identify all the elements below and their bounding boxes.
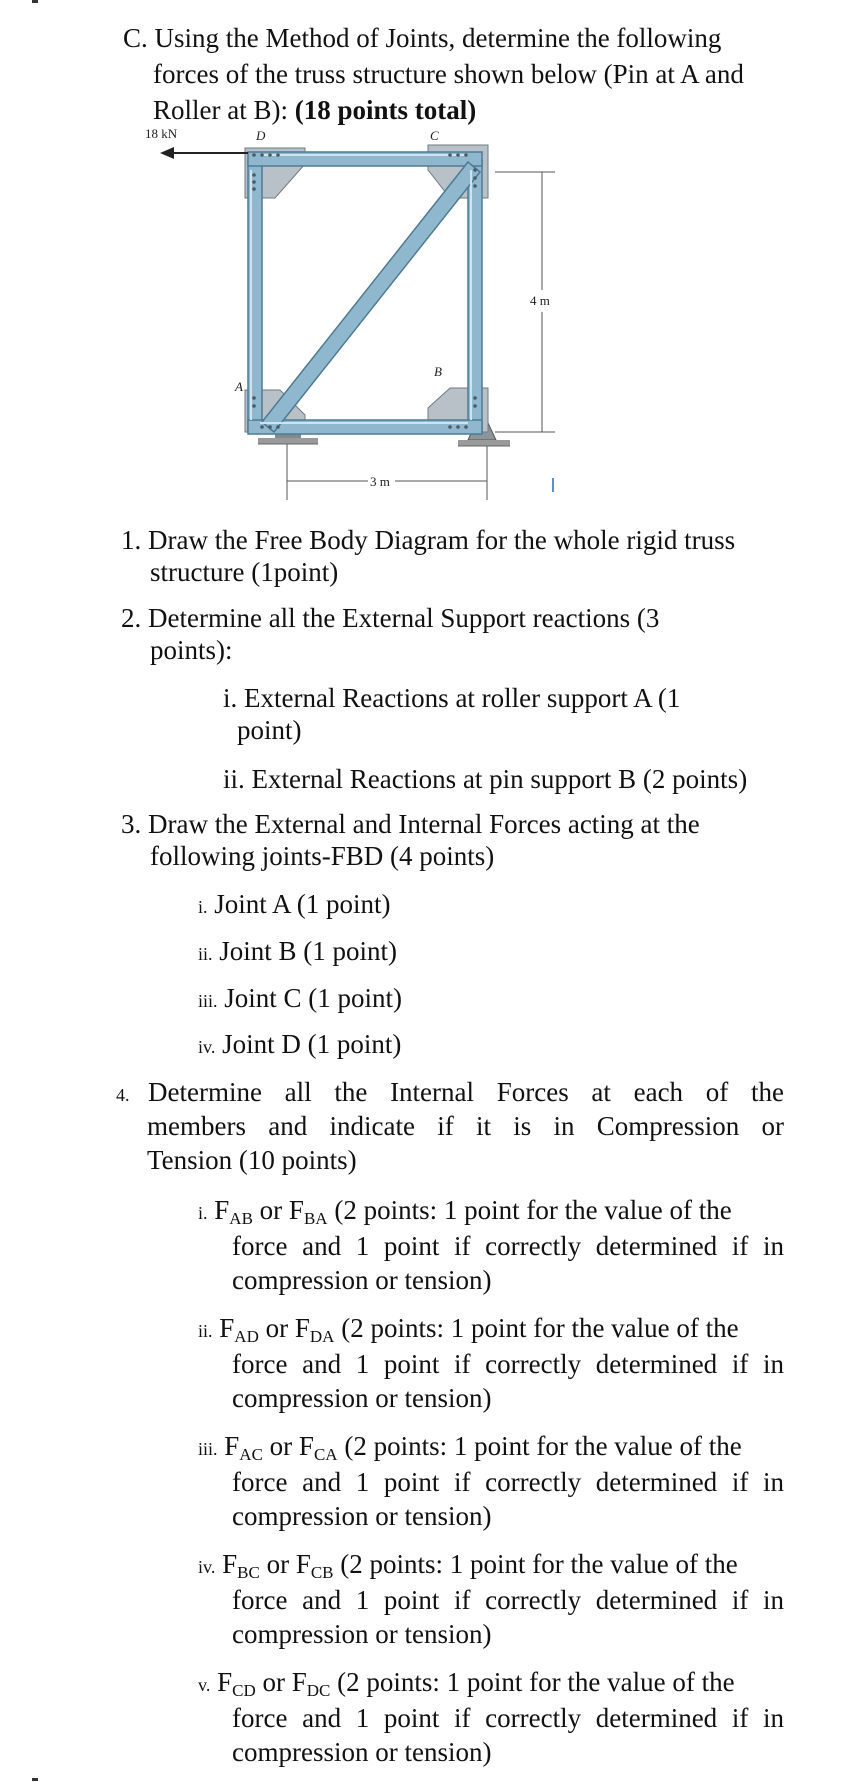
- heading-total-points: (18 points total): [294, 95, 477, 125]
- item-4-word: Internal: [390, 1077, 475, 1107]
- force-points-word: correctly: [485, 1231, 582, 1261]
- force-points-text: (2 points: 1 point for the value of the: [334, 1195, 732, 1225]
- force-symbol: F: [294, 1313, 310, 1343]
- force-or: or: [252, 1195, 289, 1225]
- force-points-text: (2 points: 1 point for the value of the: [344, 1431, 742, 1461]
- force-or: or: [259, 1549, 296, 1579]
- force-symbol: F: [214, 1195, 230, 1225]
- item-2-sub-i-number: i.: [223, 683, 238, 713]
- item-4-line-1: [148, 1076, 784, 1108]
- item-3-text: Draw the External and Internal Forces acting at the: [148, 809, 700, 839]
- force-entry-number: ii.: [198, 1321, 213, 1341]
- force-points-word: point: [383, 1585, 440, 1615]
- force-entry-line-3: compression or tension): [232, 1501, 492, 1531]
- item-4-word: indicate: [329, 1111, 415, 1141]
- top-edge-mark: [32, 0, 38, 3]
- force-entry-line-1: [198, 1194, 732, 1229]
- force-points-word: and: [302, 1349, 342, 1379]
- force-points-word: and: [302, 1231, 342, 1261]
- item-4-word: members: [147, 1111, 246, 1141]
- item-4-word: if: [437, 1111, 454, 1141]
- force-symbol: F: [291, 1667, 307, 1697]
- heading-line-3-text: Roller at B):: [153, 95, 295, 125]
- item-3-sub-iv: [198, 1028, 401, 1063]
- item-4-line-2: [147, 1110, 784, 1142]
- item-4-word: is: [513, 1111, 532, 1141]
- force-entry-line-1: [198, 1548, 738, 1583]
- force-points-word: correctly: [485, 1349, 582, 1379]
- item-1-number: 1.: [121, 525, 142, 555]
- item-4-number-wrap: [116, 1076, 130, 1111]
- force-points-word: and: [302, 1585, 342, 1615]
- force-entry-line-2: [232, 1348, 784, 1380]
- force-points-word: in: [762, 1231, 784, 1261]
- force-points-word: if: [731, 1231, 749, 1261]
- force-entry-number: i.: [198, 1203, 208, 1223]
- item-3-line-1: [121, 808, 700, 840]
- force-entry-line-3: compression or tension): [232, 1737, 492, 1767]
- item-2-number: 2.: [121, 603, 142, 633]
- truss-figure: [145, 126, 570, 500]
- item-4-word: or: [761, 1111, 784, 1141]
- force-points-word: if: [731, 1349, 749, 1379]
- item-1-line-1: [121, 524, 735, 556]
- force-points-word: if: [454, 1231, 471, 1261]
- force-entry-line-2: [232, 1584, 784, 1616]
- stray-mark-holder: [0, 0, 1, 1]
- force-points-word: 1: [355, 1467, 370, 1497]
- force-points-word: point: [383, 1231, 440, 1261]
- item-3-sub-iv-number: iv.: [198, 1037, 216, 1057]
- force-subscript: AC: [239, 1445, 263, 1464]
- force-points-word: determined: [595, 1703, 718, 1733]
- item-4-word: the: [334, 1077, 368, 1107]
- force-points-word: if: [731, 1703, 749, 1733]
- force-points-word: point: [383, 1349, 440, 1379]
- item-3-sub-ii-number: ii.: [198, 944, 213, 964]
- force-or: or: [258, 1313, 295, 1343]
- item-4-word: Forces: [496, 1077, 569, 1107]
- force-points-word: and: [302, 1467, 342, 1497]
- force-points-word: force: [232, 1467, 288, 1497]
- item-2-line-2: points):: [150, 635, 233, 665]
- load-label: 18 kN: [145, 126, 178, 141]
- item-3-sub-ii-text: Joint B (1 point): [219, 936, 398, 966]
- force-points-word: 1: [355, 1585, 370, 1615]
- force-symbol: F: [224, 1431, 240, 1461]
- item-3-sub-ii: [198, 935, 397, 970]
- force-points-word: if: [454, 1585, 471, 1615]
- item-4-word: Compression: [596, 1111, 740, 1141]
- force-entry-line-1: [198, 1312, 739, 1347]
- item-1-line-2: structure (1point): [150, 557, 339, 587]
- force-points-word: in: [762, 1467, 784, 1497]
- item-3-sub-iii-text: Joint C (1 point): [224, 983, 403, 1013]
- force-points-word: 1: [355, 1231, 370, 1261]
- force-subscript: CD: [232, 1681, 256, 1700]
- item-4-line-3: Tension (10 points): [147, 1145, 357, 1175]
- force-or: or: [262, 1431, 299, 1461]
- force-entry-line-3: compression or tension): [232, 1619, 492, 1649]
- force-entry-line-1: [198, 1430, 742, 1465]
- force-points-word: 1: [355, 1703, 370, 1733]
- item-4-word: all: [284, 1077, 312, 1107]
- item-4-word: the: [750, 1077, 784, 1107]
- width-dim-label: 3 m: [370, 474, 390, 489]
- force-points-word: determined: [595, 1467, 718, 1497]
- stray-blue-mark: [552, 478, 554, 492]
- force-symbol: F: [295, 1549, 311, 1579]
- force-points-word: determined: [595, 1349, 718, 1379]
- force-subscript: CB: [310, 1563, 334, 1582]
- force-entry-number: iii.: [198, 1439, 218, 1459]
- item-3-sub-iv-text: Joint D (1 point): [222, 1029, 402, 1059]
- item-4-word: and: [268, 1111, 308, 1141]
- item-1-text: Draw the Free Body Diagram for the whole rigid truss: [148, 525, 736, 555]
- force-points-word: if: [731, 1585, 749, 1615]
- force-entry-line-3: compression or tension): [232, 1265, 492, 1295]
- force-subscript: BC: [237, 1563, 260, 1582]
- item-3-line-2: following joints-FBD (4 points): [150, 841, 495, 871]
- item-3-sub-i-text: Joint A (1 point): [214, 889, 391, 919]
- member-highlights: [251, 155, 471, 423]
- joint-label-c: C: [430, 128, 439, 143]
- joint-label-a: A: [235, 379, 243, 394]
- item-2-line-1: [121, 602, 659, 634]
- force-points-word: if: [454, 1467, 471, 1497]
- item-2-sub-ii: [223, 763, 747, 795]
- force-points-word: determined: [595, 1585, 718, 1615]
- force-subscript: BA: [303, 1209, 328, 1228]
- item-3-sub-iii-number: iii.: [198, 991, 218, 1011]
- item-3-sub-i-number: i.: [198, 897, 208, 917]
- item-2-sub-ii-number: ii.: [223, 764, 245, 794]
- force-points-word: in: [762, 1349, 784, 1379]
- force-entry-line-3: compression or tension): [232, 1383, 492, 1413]
- force-symbol: F: [222, 1549, 238, 1579]
- item-4-word: Determine: [148, 1077, 262, 1107]
- heading-line-2: forces of the truss structure shown below (Pin at A and: [153, 59, 744, 89]
- force-symbol: F: [298, 1431, 314, 1461]
- force-points-word: 1: [355, 1349, 370, 1379]
- force-entry-line-1: [198, 1666, 735, 1701]
- item-4-word: of: [705, 1077, 729, 1107]
- item-3-sub-i: [198, 888, 391, 923]
- item-3-sub-iii: [198, 982, 402, 1017]
- joint-label-b: B: [434, 364, 442, 379]
- item-2-text: Determine all the External Support reactions (3: [148, 603, 660, 633]
- force-subscript: DA: [309, 1327, 335, 1346]
- bottom-edge-mark: [32, 1778, 38, 1781]
- height-dim-label: 4 m: [530, 293, 550, 308]
- force-points-word: force: [232, 1585, 288, 1615]
- force-entry-line-2: [232, 1466, 784, 1498]
- force-points-word: in: [762, 1585, 784, 1615]
- force-entry-number: iv.: [198, 1557, 216, 1577]
- item-2-sub-i-line-1: [223, 682, 680, 714]
- force-points-word: if: [454, 1703, 471, 1733]
- item-4-word: in: [553, 1111, 575, 1141]
- force-subscript: AB: [229, 1209, 253, 1228]
- item-2-sub-i-line-2: point): [237, 715, 302, 745]
- force-subscript: DC: [306, 1681, 331, 1700]
- force-subscript: AD: [234, 1327, 259, 1346]
- force-points-word: in: [762, 1703, 784, 1733]
- item-4-word: at: [591, 1077, 611, 1107]
- force-points-word: if: [731, 1467, 749, 1497]
- force-or: or: [255, 1667, 292, 1697]
- item-3-number: 3.: [121, 809, 142, 839]
- force-points-word: determined: [595, 1231, 718, 1261]
- force-points-word: and: [302, 1703, 342, 1733]
- force-points-text: (2 points: 1 point for the value of the: [337, 1667, 735, 1697]
- force-points-word: if: [454, 1349, 471, 1379]
- force-points-word: point: [383, 1467, 440, 1497]
- load-arrow-head: [160, 147, 174, 159]
- force-symbol: F: [217, 1667, 233, 1697]
- force-points-word: correctly: [485, 1585, 582, 1615]
- force-symbol: F: [288, 1195, 304, 1225]
- item-2-sub-ii-text: External Reactions at pin support B (2 points): [251, 764, 748, 794]
- force-subscript: CA: [313, 1445, 338, 1464]
- force-points-word: force: [232, 1349, 288, 1379]
- force-points-word: correctly: [485, 1467, 582, 1497]
- force-points-word: correctly: [485, 1703, 582, 1733]
- item-4-number: 4.: [116, 1085, 130, 1105]
- force-points-text: (2 points: 1 point for the value of the: [341, 1313, 739, 1343]
- force-entry-line-2: [232, 1702, 784, 1734]
- heading-line-1: C. Using the Method of Joints, determine the following: [123, 23, 722, 53]
- heading-line-3: [153, 94, 476, 126]
- joint-label-d: D: [256, 128, 266, 143]
- item-4-word: each: [633, 1077, 684, 1107]
- force-points-word: force: [232, 1703, 288, 1733]
- force-points-text: (2 points: 1 point for the value of the: [340, 1549, 738, 1579]
- force-entry-number: v.: [198, 1675, 211, 1695]
- item-2-sub-i-text: External Reactions at roller support A (1: [244, 683, 681, 713]
- force-points-word: point: [383, 1703, 440, 1733]
- force-points-word: force: [232, 1231, 288, 1261]
- force-entry-line-2: [232, 1230, 784, 1262]
- item-4-word: it: [475, 1111, 491, 1141]
- force-symbol: F: [219, 1313, 235, 1343]
